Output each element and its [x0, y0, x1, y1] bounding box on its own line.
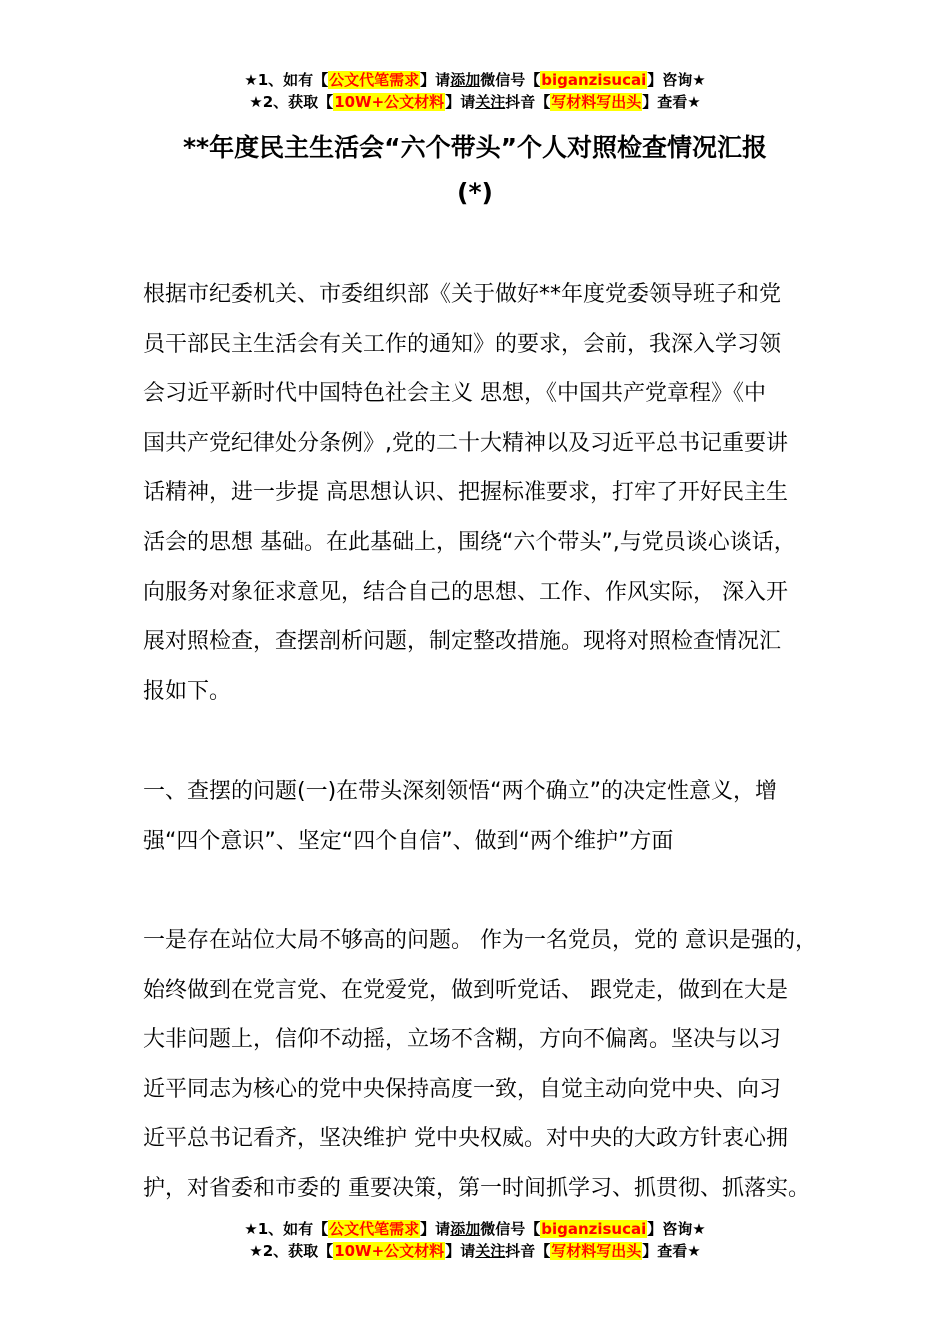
paragraph-line: 活会的思想 基础。在此基础上，围绕“六个带头”,与党员谈心谈话，: [143, 529, 796, 555]
promo-text: ★2、获取【: [249, 93, 334, 111]
paragraph-line: 话精神，进一步提 高思想认识、把握标准要求，打牢了开好民主生: [143, 480, 788, 506]
paragraph-line: 强“四个意识”、坚定“四个自信”、做到“两个维护”方面: [143, 828, 674, 854]
promo-text: ★1、如有【: [244, 71, 329, 89]
wechat-id-highlight: biganzisucai: [541, 1220, 647, 1238]
promo-text: ★1、如有【: [244, 1220, 329, 1238]
promo-highlight: 10W+公文材料: [334, 1242, 445, 1260]
promo-highlight: 公文代笔需求: [329, 71, 420, 89]
promo-emphasis: 关注: [475, 1242, 506, 1260]
promo-text: 抖音【: [505, 1242, 551, 1260]
promo-text: 】查看★: [642, 93, 701, 111]
paragraph-line: 一、查摆的问题(一)在带头深刻领悟“两个确立”的决定性意义，增: [143, 779, 777, 804]
promo-text: 】查看★: [642, 1242, 701, 1260]
promo-banner-top: [0, 69, 950, 113]
promo-text: 微信号【: [480, 71, 541, 89]
promo-emphasis: 关注: [475, 93, 506, 111]
paragraph-line: 员干部民主生活会有关工作的通知》的要求，会前，我深入学习领: [143, 331, 782, 357]
douyin-id-highlight: 写材料写出头: [551, 93, 642, 111]
paragraph-line: 一是存在站位大局不够高的问题。 作为一名党员，党的 意识是强的，: [143, 928, 817, 953]
paragraph-line: 国共产党纪律处分条例》,党的二十大精神以及习近平总书记重要讲: [143, 430, 788, 456]
promo-text: 】请: [445, 1242, 476, 1260]
paragraph-line: 会习近平新时代中国特色社会主义 思想，《中国共产党章程》《中: [143, 381, 766, 407]
promo-text: 抖音【: [505, 93, 551, 111]
paragraph-line: 始终做到在党言党、在党爱党，做到听党话、 跟党走，做到在大是: [143, 977, 788, 1003]
paragraph-line: 报如下。: [143, 678, 232, 704]
section-heading: [143, 767, 833, 866]
paragraph-line: 大非问题上，信仰不动摇，立场不含糊，方向不偏离。坚决与以习: [143, 1027, 782, 1053]
promo-text: 】咨询★: [647, 1220, 706, 1238]
wechat-id-highlight: biganzisucai: [541, 71, 647, 89]
paragraph-line: 护，对省委和市委的 重要决策，第一时间抓学习、抓贯彻、抓落实。: [143, 1175, 810, 1201]
problem-paragraph: [143, 916, 833, 1214]
promo-text: 】请: [445, 93, 476, 111]
promo-line-1: [0, 69, 950, 91]
document-title: **年度民主生活会“六个带头”个人对照检查情况汇报: [182, 133, 767, 162]
document-subtitle: (*): [457, 178, 493, 207]
paragraph-line: 向服务对象征求意见，结合自己的思想、工作、作风实际， 深入开: [143, 579, 788, 605]
promo-line-2: [0, 1240, 950, 1262]
promo-emphasis: 添加: [450, 1220, 481, 1238]
paragraph-line: 近平总书记看齐，坚决维护 党中央权威。对中央的大政方针衷心拥: [143, 1126, 788, 1152]
paragraph-line: 近平同志为核心的党中央保持高度一致，自觉主动向党中央、向习: [143, 1076, 782, 1102]
promo-line-1: [0, 1218, 950, 1240]
paragraph-line: 展对照检查，查摆剖析问题，制定整改措施。现将对照检查情况汇: [143, 629, 782, 655]
promo-highlight: 公文代笔需求: [329, 1220, 420, 1238]
intro-paragraph: [143, 270, 833, 716]
promo-highlight: 10W+公文材料: [334, 93, 445, 111]
paragraph-line: 根据市纪委机关、市委组织部《关于做好**年度党委领导班子和党: [143, 282, 782, 307]
promo-text: 】请: [420, 71, 451, 89]
promo-text: ★2、获取【: [249, 1242, 334, 1260]
promo-banner-bottom: [0, 1218, 950, 1262]
promo-text: 】请: [420, 1220, 451, 1238]
promo-line-2: [0, 91, 950, 113]
promo-text: 】咨询★: [647, 71, 706, 89]
promo-emphasis: 添加: [450, 71, 481, 89]
douyin-id-highlight: 写材料写出头: [551, 1242, 642, 1260]
promo-text: 微信号【: [480, 1220, 541, 1238]
